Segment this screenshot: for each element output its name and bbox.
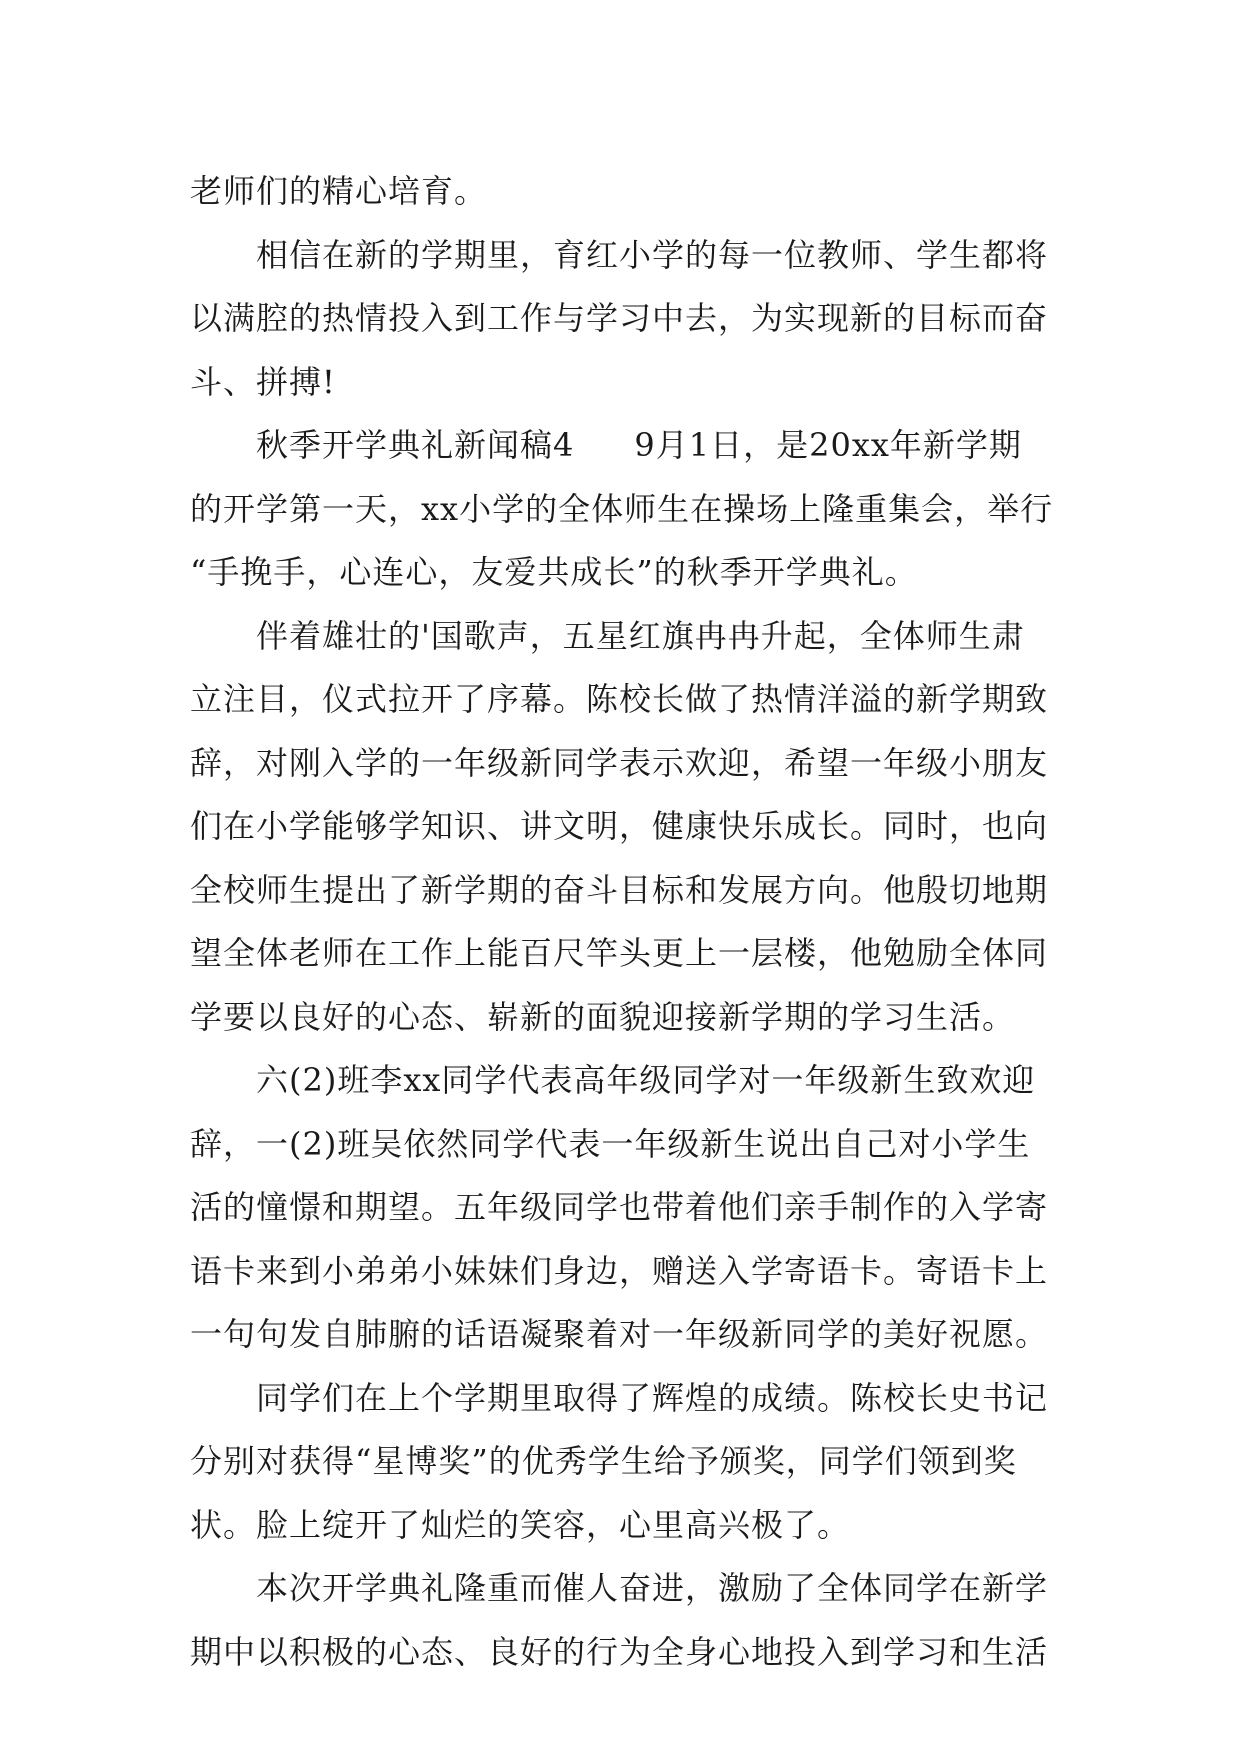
paragraph-start-line: 六(2)班李xx同学代表高年级同学对一年级新生致欢迎 xyxy=(256,1061,1036,1099)
text-line: 语卡来到小弟弟小妹妹们身边，赠送入学寄语卡。寄语卡上 xyxy=(190,1251,1049,1290)
text-line: 辞，一(2)班吴依然同学代表一年级新生说出自己对小学生 xyxy=(190,1124,1031,1163)
text-line: 分别对获得“星博奖”的优秀学生给予颁奖，同学们领到奖 xyxy=(190,1442,1017,1480)
text-line: 状。脸上绽开了灿烂的笑容，心里高兴极了。 xyxy=(190,1505,851,1544)
text-line: 们在小学能够学知识、讲文明，健康快乐成长。同时，也向 xyxy=(190,807,1049,845)
text-line: 以满腔的热情投入到工作与学习中去，为实现新的目标而奋 xyxy=(190,299,1049,337)
paragraph-start-line: 本次开学典礼隆重而催人奋进，激励了全体同学在新学 xyxy=(256,1569,1049,1607)
paragraph-start-line: 伴着雄壮的'国歌声，五星红旗冉冉升起，全体师生肃 xyxy=(256,616,1025,655)
section-heading-line xyxy=(190,414,1060,478)
paragraph-start-line: 相信在新的学期里，育红小学的每一位教师、学生都将 xyxy=(256,235,1049,274)
text-line: 望全体老师在工作上能百尺竿头更上一层楼，他勉励全体同 xyxy=(190,934,1049,972)
text-line: 期中以积极的心态、良好的行为全身心地投入到学习和生活 xyxy=(190,1632,1049,1671)
section-heading: 秋季开学典礼新闻稿4 xyxy=(256,426,575,464)
text-line: 老师们的精心培育。 xyxy=(190,172,488,210)
text-line: 全校师生提出了新学期的奋斗目标和发展方向。他殷切地期 xyxy=(190,870,1049,909)
paragraph-start-line: 同学们在上个学期里取得了辉煌的成绩。陈校长史书记 xyxy=(256,1378,1049,1417)
text-line: 辞，对刚入学的一年级新同学表示欢迎，希望一年级小朋友 xyxy=(190,743,1049,782)
text-line: “手挽手，心连心，友爱共成长”的秋季开学典礼。 xyxy=(190,553,918,591)
article-body xyxy=(190,160,1060,1684)
text-line: 斗、拼搏! xyxy=(190,362,336,401)
dateline-text: 9月1日，是20xx年新学期 xyxy=(634,426,1022,464)
text-line: 活的憧憬和期望。五年级同学也带着他们亲手制作的入学寄 xyxy=(190,1188,1049,1226)
text-line: 的开学第一天，xx小学的全体师生在操场上隆重集会，举行 xyxy=(190,489,1054,528)
text-line: 一句句发自肺腑的话语凝聚着对一年级新同学的美好祝愿。 xyxy=(190,1315,1049,1353)
text-line: 学要以良好的心态、崭新的面貌迎接新学期的学习生活。 xyxy=(190,997,1016,1036)
text-line: 立注目，仪式拉开了序幕。陈校长做了热情洋溢的新学期致 xyxy=(190,680,1049,718)
